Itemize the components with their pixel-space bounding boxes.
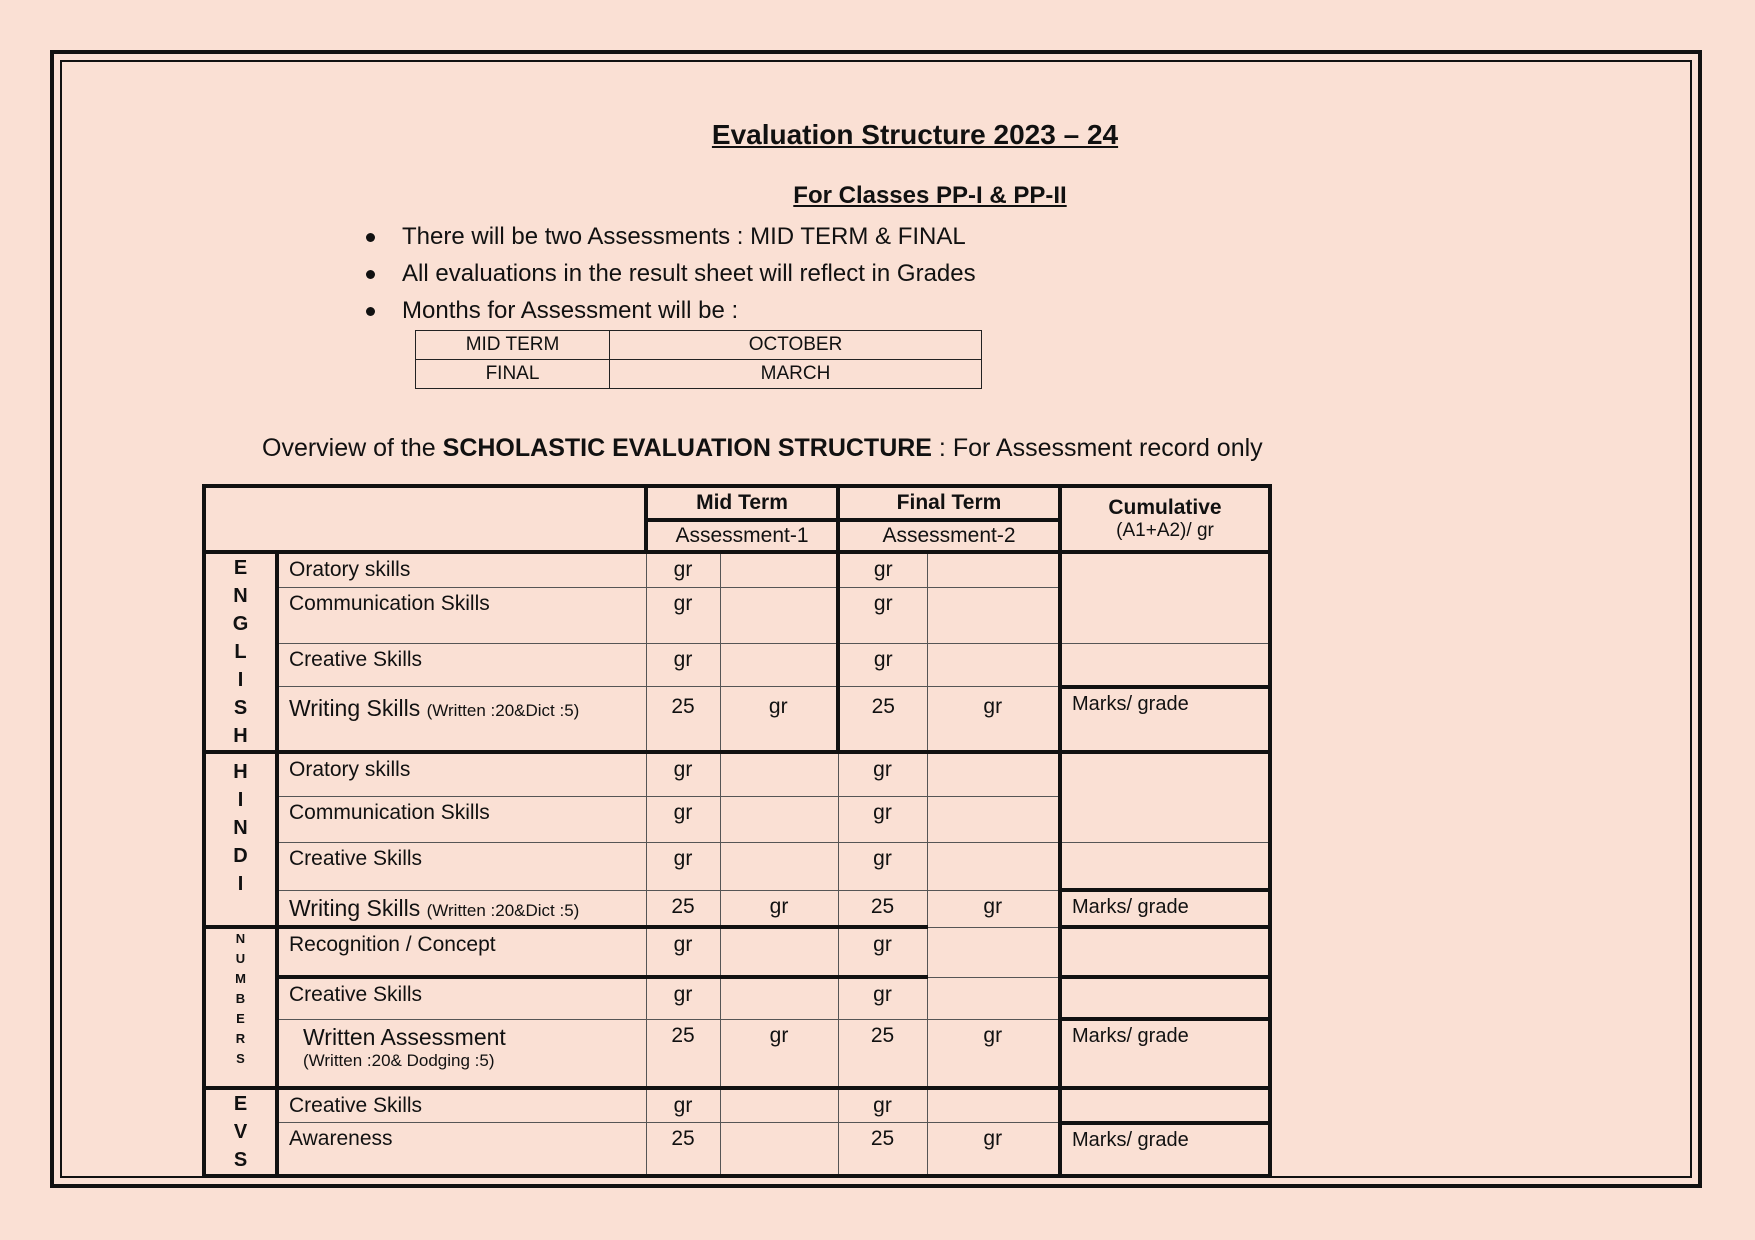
final-value-2 (927, 977, 1060, 1019)
mid-value: gr (646, 842, 720, 890)
mid-value-2 (720, 927, 838, 977)
mid-value: gr (646, 588, 720, 644)
table-row (204, 977, 1270, 1019)
skill-cell: Creative Skills (277, 842, 646, 890)
skill-note: (Written :20& Dodging :5) (303, 1050, 495, 1070)
cumulative-header (1060, 486, 1270, 552)
mid-value: gr (646, 796, 720, 842)
table-row (204, 752, 1270, 796)
skill-note: (Written :20&Dict :5) (426, 900, 580, 920)
page-title: Evaluation Structure 2023 – 24 (711, 119, 1119, 150)
cumulative-cell (1060, 1088, 1270, 1123)
skill-cell: Creative Skills (277, 644, 646, 687)
final-value: gr (838, 927, 927, 977)
final-value-2 (927, 552, 1060, 588)
skill-note: (Written :20&Dict :5) (426, 701, 580, 721)
skill-cell: Communication Skills (277, 796, 646, 842)
mid-term-header: Mid Term (646, 486, 838, 520)
skill-cell: Creative Skills (277, 977, 646, 1019)
final-value-2 (927, 927, 1060, 977)
final-value: gr (838, 752, 927, 796)
mid-value-2: gr (720, 890, 838, 927)
mid-value: gr (646, 927, 720, 977)
month-cell: MARCH (610, 360, 982, 389)
overview-bold: SCHOLASTIC EVALUATION STRUCTURE (442, 434, 932, 462)
mid-value-2: gr (720, 687, 838, 752)
table-row (204, 1088, 1270, 1123)
overview-heading (262, 434, 1263, 463)
scholastic-evaluation-table (202, 484, 1272, 1178)
skill-cell: Awareness (277, 1123, 646, 1176)
table-row (204, 644, 1270, 687)
mid-value-2 (720, 1123, 838, 1176)
final-value-2 (927, 796, 1060, 842)
final-value: gr (838, 644, 927, 687)
skill-cell: Written Assessment (Written :20& Dodging :5) (277, 1019, 646, 1088)
bullet-item: All evaluations in the result sheet will reflect in Grades (360, 255, 976, 292)
page-subtitle: For Classes PP-I & PP-II (793, 182, 1067, 209)
skill-cell: Writing Skills (Written :20&Dict :5) (277, 687, 646, 752)
mid-value-2 (720, 796, 838, 842)
mid-value: 25 (646, 1123, 720, 1176)
table-row (204, 1123, 1270, 1176)
final-value: gr (838, 842, 927, 890)
skill-cell: Oratory skills (277, 552, 646, 588)
table-row (204, 687, 1270, 752)
mid-value: gr (646, 977, 720, 1019)
subject-hindi-label: H I N D I (204, 752, 277, 927)
final-value-2 (927, 644, 1060, 687)
mid-value: gr (646, 752, 720, 796)
mid-value-2 (720, 552, 838, 588)
cumulative-cell (1060, 977, 1270, 1019)
mid-value-2 (720, 588, 838, 644)
mid-value: 25 (646, 687, 720, 752)
mid-value: 25 (646, 890, 720, 927)
final-value: gr (838, 977, 927, 1019)
table-row (204, 1019, 1270, 1088)
term-cell: MID TERM (416, 331, 610, 360)
assessment-1-header: Assessment-1 (646, 520, 838, 552)
final-value-2: gr (927, 1123, 1060, 1176)
final-value: gr (838, 796, 927, 842)
header-row (204, 486, 1270, 520)
skill-cell: Writing Skills (Written :20&Dict :5) (277, 890, 646, 927)
final-value-2 (927, 588, 1060, 644)
mid-value: 25 (646, 1019, 720, 1088)
final-value-2 (927, 1088, 1060, 1123)
mid-value: gr (646, 1088, 720, 1123)
cumulative-cell: Marks/ grade (1060, 1123, 1270, 1176)
mid-value-2 (720, 1088, 838, 1123)
skill-cell: Oratory skills (277, 752, 646, 796)
final-value: 25 (838, 1019, 927, 1088)
cumulative-subtitle: (A1+A2)/ gr (1116, 520, 1214, 541)
mid-value-2 (720, 644, 838, 687)
overview-suffix: : For Assessment record only (931, 434, 1263, 462)
final-value: gr (838, 552, 927, 588)
cumulative-title: Cumulative (1108, 496, 1222, 519)
table-row (204, 842, 1270, 890)
final-value: gr (838, 1088, 927, 1123)
header-blank (204, 486, 646, 552)
bullet-item: Months for Assessment will be : (360, 292, 976, 329)
mid-value-2 (720, 842, 838, 890)
months-row (416, 360, 982, 389)
cumulative-cell (1060, 752, 1270, 842)
final-value: gr (838, 588, 927, 644)
mid-value: gr (646, 552, 720, 588)
subject-evs-label: E V S (204, 1088, 277, 1176)
table-row (204, 927, 1270, 977)
cumulative-cell (1060, 927, 1270, 977)
cumulative-cell (1060, 842, 1270, 890)
subject-english-label: E N G L I S H (204, 552, 277, 752)
mid-value-2 (720, 977, 838, 1019)
cumulative-cell: Marks/ grade (1060, 890, 1270, 927)
month-cell: OCTOBER (610, 331, 982, 360)
bullet-item: There will be two Assessments : MID TERM & FINAL (360, 218, 976, 255)
term-cell: FINAL (416, 360, 610, 389)
mid-value: gr (646, 644, 720, 687)
final-value-2 (927, 752, 1060, 796)
cumulative-cell (1060, 644, 1270, 687)
table-row (204, 552, 1270, 588)
final-value: 25 (838, 890, 927, 927)
final-value-2 (927, 842, 1060, 890)
months-row (416, 331, 982, 360)
final-value-2: gr (927, 890, 1060, 927)
overview-prefix: Overview of the (262, 434, 443, 462)
skill-cell: Creative Skills (277, 1088, 646, 1123)
final-value: 25 (838, 687, 927, 752)
mid-value-2 (720, 752, 838, 796)
assessment-months-table (415, 330, 982, 389)
cumulative-cell (1060, 552, 1270, 644)
skill-cell: Recognition / Concept (277, 927, 646, 977)
final-value-2: gr (927, 687, 1060, 752)
subject-numbers-label: N U M B E R S (204, 927, 277, 1088)
final-value: 25 (838, 1123, 927, 1176)
final-term-header: Final Term (838, 486, 1060, 520)
skill-cell: Communication Skills (277, 588, 646, 644)
mid-value-2: gr (720, 1019, 838, 1088)
table-row (204, 890, 1270, 927)
final-value-2: gr (927, 1019, 1060, 1088)
assessment-2-header: Assessment-2 (838, 520, 1060, 552)
info-bullet-list (360, 218, 976, 329)
cumulative-cell: Marks/ grade (1060, 687, 1270, 752)
cumulative-cell: Marks/ grade (1060, 1019, 1270, 1088)
